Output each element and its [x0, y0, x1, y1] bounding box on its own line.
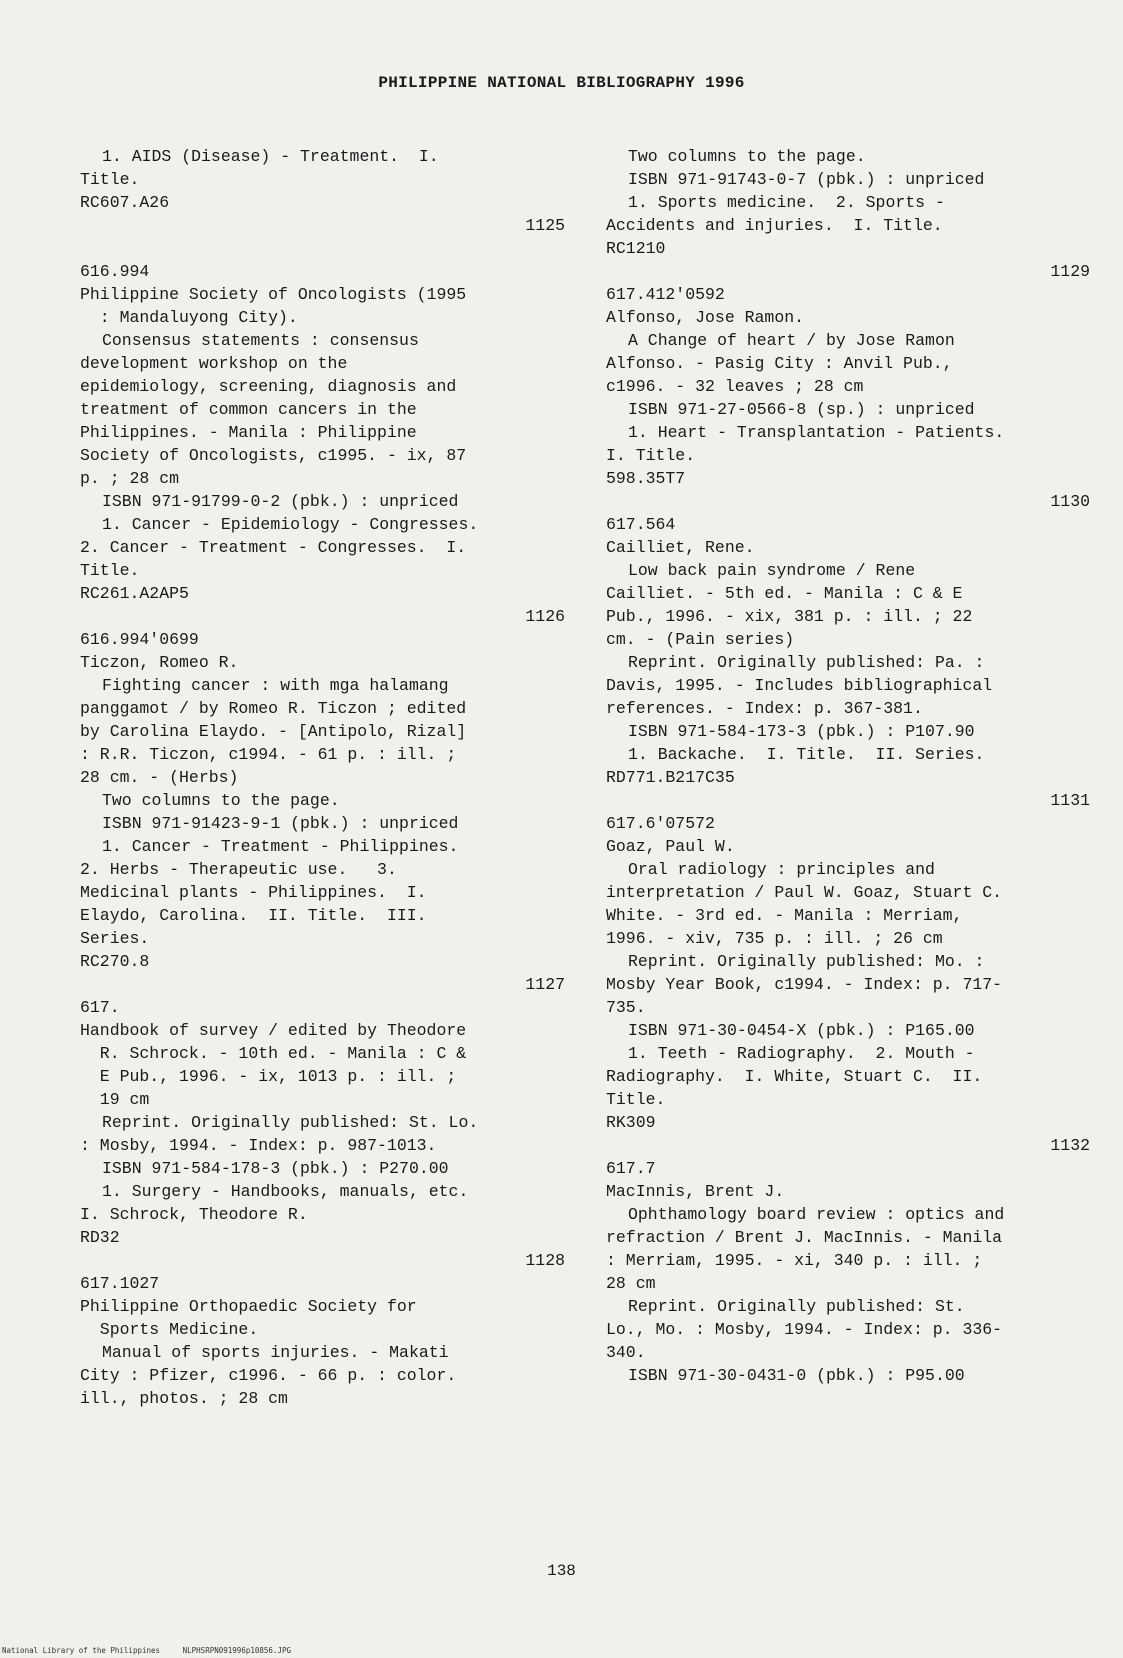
entry-line: p. ; 28 cm	[80, 469, 180, 488]
entry-line: 1. Teeth - Radiography. 2. Mouth -	[628, 1044, 975, 1063]
page-number: 138	[547, 1562, 576, 1580]
entry-line: : Merriam, 1995. - xi, 340 p. : ill. ;	[606, 1251, 983, 1270]
entry-line: ISBN 971-27-0566-8 (sp.) : unpriced	[628, 400, 975, 419]
entry-line: ill., photos. ; 28 cm	[80, 1389, 288, 1408]
entry-line: 1. Backache. I. Title. II. Series.	[628, 745, 985, 764]
entry-line: Handbook of survey / edited by Theodore	[80, 1021, 467, 1040]
entry-number: 1130	[1050, 492, 1090, 511]
entry-line: Lo., Mo. : Mosby, 1994. - Index: p. 336-	[606, 1320, 1003, 1339]
entry-line: c1996. - 32 leaves ; 28 cm	[606, 377, 864, 396]
entry-line: Reprint. Originally published: St. Lo.	[102, 1113, 479, 1132]
entry-line: Consensus statements : consensus	[102, 331, 419, 350]
entry-line: I. Schrock, Theodore R.	[80, 1205, 308, 1224]
entry-line: Reprint. Originally published: Pa. :	[628, 653, 985, 672]
entry-line: RC261.A2AP5	[80, 584, 189, 603]
entry-line: Philippines. - Manila : Philippine	[80, 423, 417, 442]
entry-line: Manual of sports injuries. - Makati	[102, 1343, 449, 1362]
entry-line: : R.R. Ticzon, c1994. - 61 p. : ill. ;	[80, 745, 457, 764]
entry-line: Alfonso, Jose Ramon.	[606, 308, 805, 327]
entry-line: RC270.8	[80, 952, 150, 971]
entry-line: I. Title.	[606, 446, 696, 465]
entry-line: epidemiology, screening, diagnosis and	[80, 377, 457, 396]
entry-line: Goaz, Paul W.	[606, 837, 735, 856]
entry-line: 1. Cancer - Epidemiology - Congresses.	[102, 515, 479, 534]
entry-line: interpretation / Paul W. Goaz, Stuart C.	[606, 883, 1003, 902]
entry-line: 616.994	[80, 262, 150, 281]
entry-line: Reprint. Originally published: Mo. :	[628, 952, 985, 971]
entry-line: 1. Surgery - Handbooks, manuals, etc.	[102, 1182, 469, 1201]
entry-line: 617.	[80, 998, 120, 1017]
entry-line: Mosby Year Book, c1994. - Index: p. 717-	[606, 975, 1003, 994]
entry-line: ISBN 971-91743-0-7 (pbk.) : unpriced	[628, 170, 985, 189]
entry-line: Title.	[80, 561, 140, 580]
entry-line: 735.	[606, 998, 646, 1017]
entry-line: E Pub., 1996. - ix, 1013 p. : ill. ;	[80, 1067, 457, 1086]
entry-line: ISBN 971-91799-0-2 (pbk.) : unpriced	[102, 492, 459, 511]
entry-line: Ophthamology board review : optics and	[628, 1205, 1005, 1224]
scan-label: National Library of the Philippines NLPHSRPN091996p10856.JPG	[2, 1646, 291, 1655]
entry-line: 340.	[606, 1343, 646, 1362]
entry-line: Series.	[80, 929, 150, 948]
entry-number: 1126	[525, 607, 565, 626]
entry-line: : Mosby, 1994. - Index: p. 987-1013.	[80, 1136, 437, 1155]
entry-line: by Carolina Elaydo. - [Antipolo, Rizal]	[80, 722, 467, 741]
entry-line: Low back pain syndrome / Rene	[628, 561, 916, 580]
entry-number: 1125	[525, 216, 565, 235]
entry-line: cm. - (Pain series)	[606, 630, 795, 649]
entry-line: ISBN 971-91423-9-1 (pbk.) : unpriced	[102, 814, 459, 833]
entry-line: Pub., 1996. - xix, 381 p. : ill. ; 22	[606, 607, 973, 626]
entry-line: 2. Cancer - Treatment - Congresses. I.	[80, 538, 467, 557]
entry-line: treatment of common cancers in the	[80, 400, 417, 419]
entry-number: 1129	[1050, 262, 1090, 281]
entry-line: 617.564	[606, 515, 676, 534]
entry-line: 2. Herbs - Therapeutic use. 3.	[80, 860, 397, 879]
entry-line: Title.	[606, 1090, 666, 1109]
entry-line: Cailliet, Rene.	[606, 538, 755, 557]
entry-line: 617.1027	[80, 1274, 160, 1293]
entry-line: 1. Heart - Transplantation - Patients.	[628, 423, 1005, 442]
entry-line: RC1210	[606, 239, 666, 258]
entry-line: ISBN 971-30-0431-0 (pbk.) : P95.00	[628, 1366, 965, 1385]
entry-line: 28 cm	[606, 1274, 656, 1293]
entry-line: 1996. - xiv, 735 p. : ill. ; 26 cm	[606, 929, 943, 948]
entry-line: Oral radiology : principles and	[628, 860, 935, 879]
entry-line: Sports Medicine.	[80, 1320, 259, 1339]
entry-line: 617.412'0592	[606, 285, 725, 304]
entry-number: 1127	[525, 975, 565, 994]
entry-number: 1131	[1050, 791, 1090, 810]
entry-line: references. - Index: p. 367-381.	[606, 699, 923, 718]
entry-line: RD771.B217C35	[606, 768, 735, 787]
entry-line: Radiography. I. White, Stuart C. II.	[606, 1067, 983, 1086]
entry-line: Ticzon, Romeo R.	[80, 653, 239, 672]
entry-line: 617.7	[606, 1159, 656, 1178]
entry-line: Accidents and injuries. I. Title.	[606, 216, 943, 235]
right-column	[606, 145, 1090, 1387]
entry-line: RK309	[606, 1113, 656, 1132]
entry-line: Fighting cancer : with mga halamang	[102, 676, 449, 695]
entry-line: Two columns to the page.	[102, 791, 340, 810]
entry-line: Philippine Society of Oncologists (1995	[80, 285, 467, 304]
entry-line: 1. AIDS (Disease) - Treatment. I.	[102, 147, 439, 166]
entry-line: RD32	[80, 1228, 120, 1247]
entry-line: RC607.A26	[80, 193, 170, 212]
entry-line: 28 cm. - (Herbs)	[80, 768, 239, 787]
entry-line: R. Schrock. - 10th ed. - Manila : C &	[80, 1044, 467, 1063]
entry-number: 1132	[1050, 1136, 1090, 1155]
entry-line: City : Pfizer, c1996. - 66 p. : color.	[80, 1366, 457, 1385]
entry-line: 19 cm	[80, 1090, 150, 1109]
entry-line: 616.994'0699	[80, 630, 199, 649]
entry-line: Reprint. Originally published: St.	[628, 1297, 965, 1316]
entry-line: 598.35T7	[606, 469, 686, 488]
entry-line: White. - 3rd ed. - Manila : Merriam,	[606, 906, 963, 925]
entry-line: Cailliet. - 5th ed. - Manila : C & E	[606, 584, 963, 603]
entry-line: MacInnis, Brent J.	[606, 1182, 785, 1201]
entry-line: Davis, 1995. - Includes bibliographical	[606, 676, 993, 695]
entry-line: ISBN 971-30-0454-X (pbk.) : P165.00	[628, 1021, 975, 1040]
left-column	[80, 145, 565, 1410]
entry-line: Medicinal plants - Philippines. I.	[80, 883, 427, 902]
entry-line: ISBN 971-584-178-3 (pbk.) : P270.00	[102, 1159, 449, 1178]
entry-line: 1. Cancer - Treatment - Philippines.	[102, 837, 459, 856]
page-header: PHILIPPINE NATIONAL BIBLIOGRAPHY 1996	[378, 74, 745, 92]
spacer	[80, 237, 565, 260]
entry-line: 617.6'07572	[606, 814, 715, 833]
entry-line: : Mandaluyong City).	[80, 308, 298, 327]
entry-line: ISBN 971-584-173-3 (pbk.) : P107.90	[628, 722, 975, 741]
entry-line: 1. Sports medicine. 2. Sports -	[628, 193, 945, 212]
entry-line: Philippine Orthopaedic Society for	[80, 1297, 417, 1316]
entry-line: panggamot / by Romeo R. Ticzon ; edited	[80, 699, 467, 718]
entry-line: Elaydo, Carolina. II. Title. III.	[80, 906, 427, 925]
entry-line: Title.	[80, 170, 140, 189]
entry-line: Society of Oncologists, c1995. - ix, 87	[80, 446, 467, 465]
entry-line: Two columns to the page.	[628, 147, 866, 166]
entry-line: refraction / Brent J. MacInnis. - Manila	[606, 1228, 1003, 1247]
entry-line: Alfonso. - Pasig City : Anvil Pub.,	[606, 354, 953, 373]
entry-number: 1128	[525, 1251, 565, 1270]
entry-line: development workshop on the	[80, 354, 348, 373]
entry-line: A Change of heart / by Jose Ramon	[628, 331, 955, 350]
